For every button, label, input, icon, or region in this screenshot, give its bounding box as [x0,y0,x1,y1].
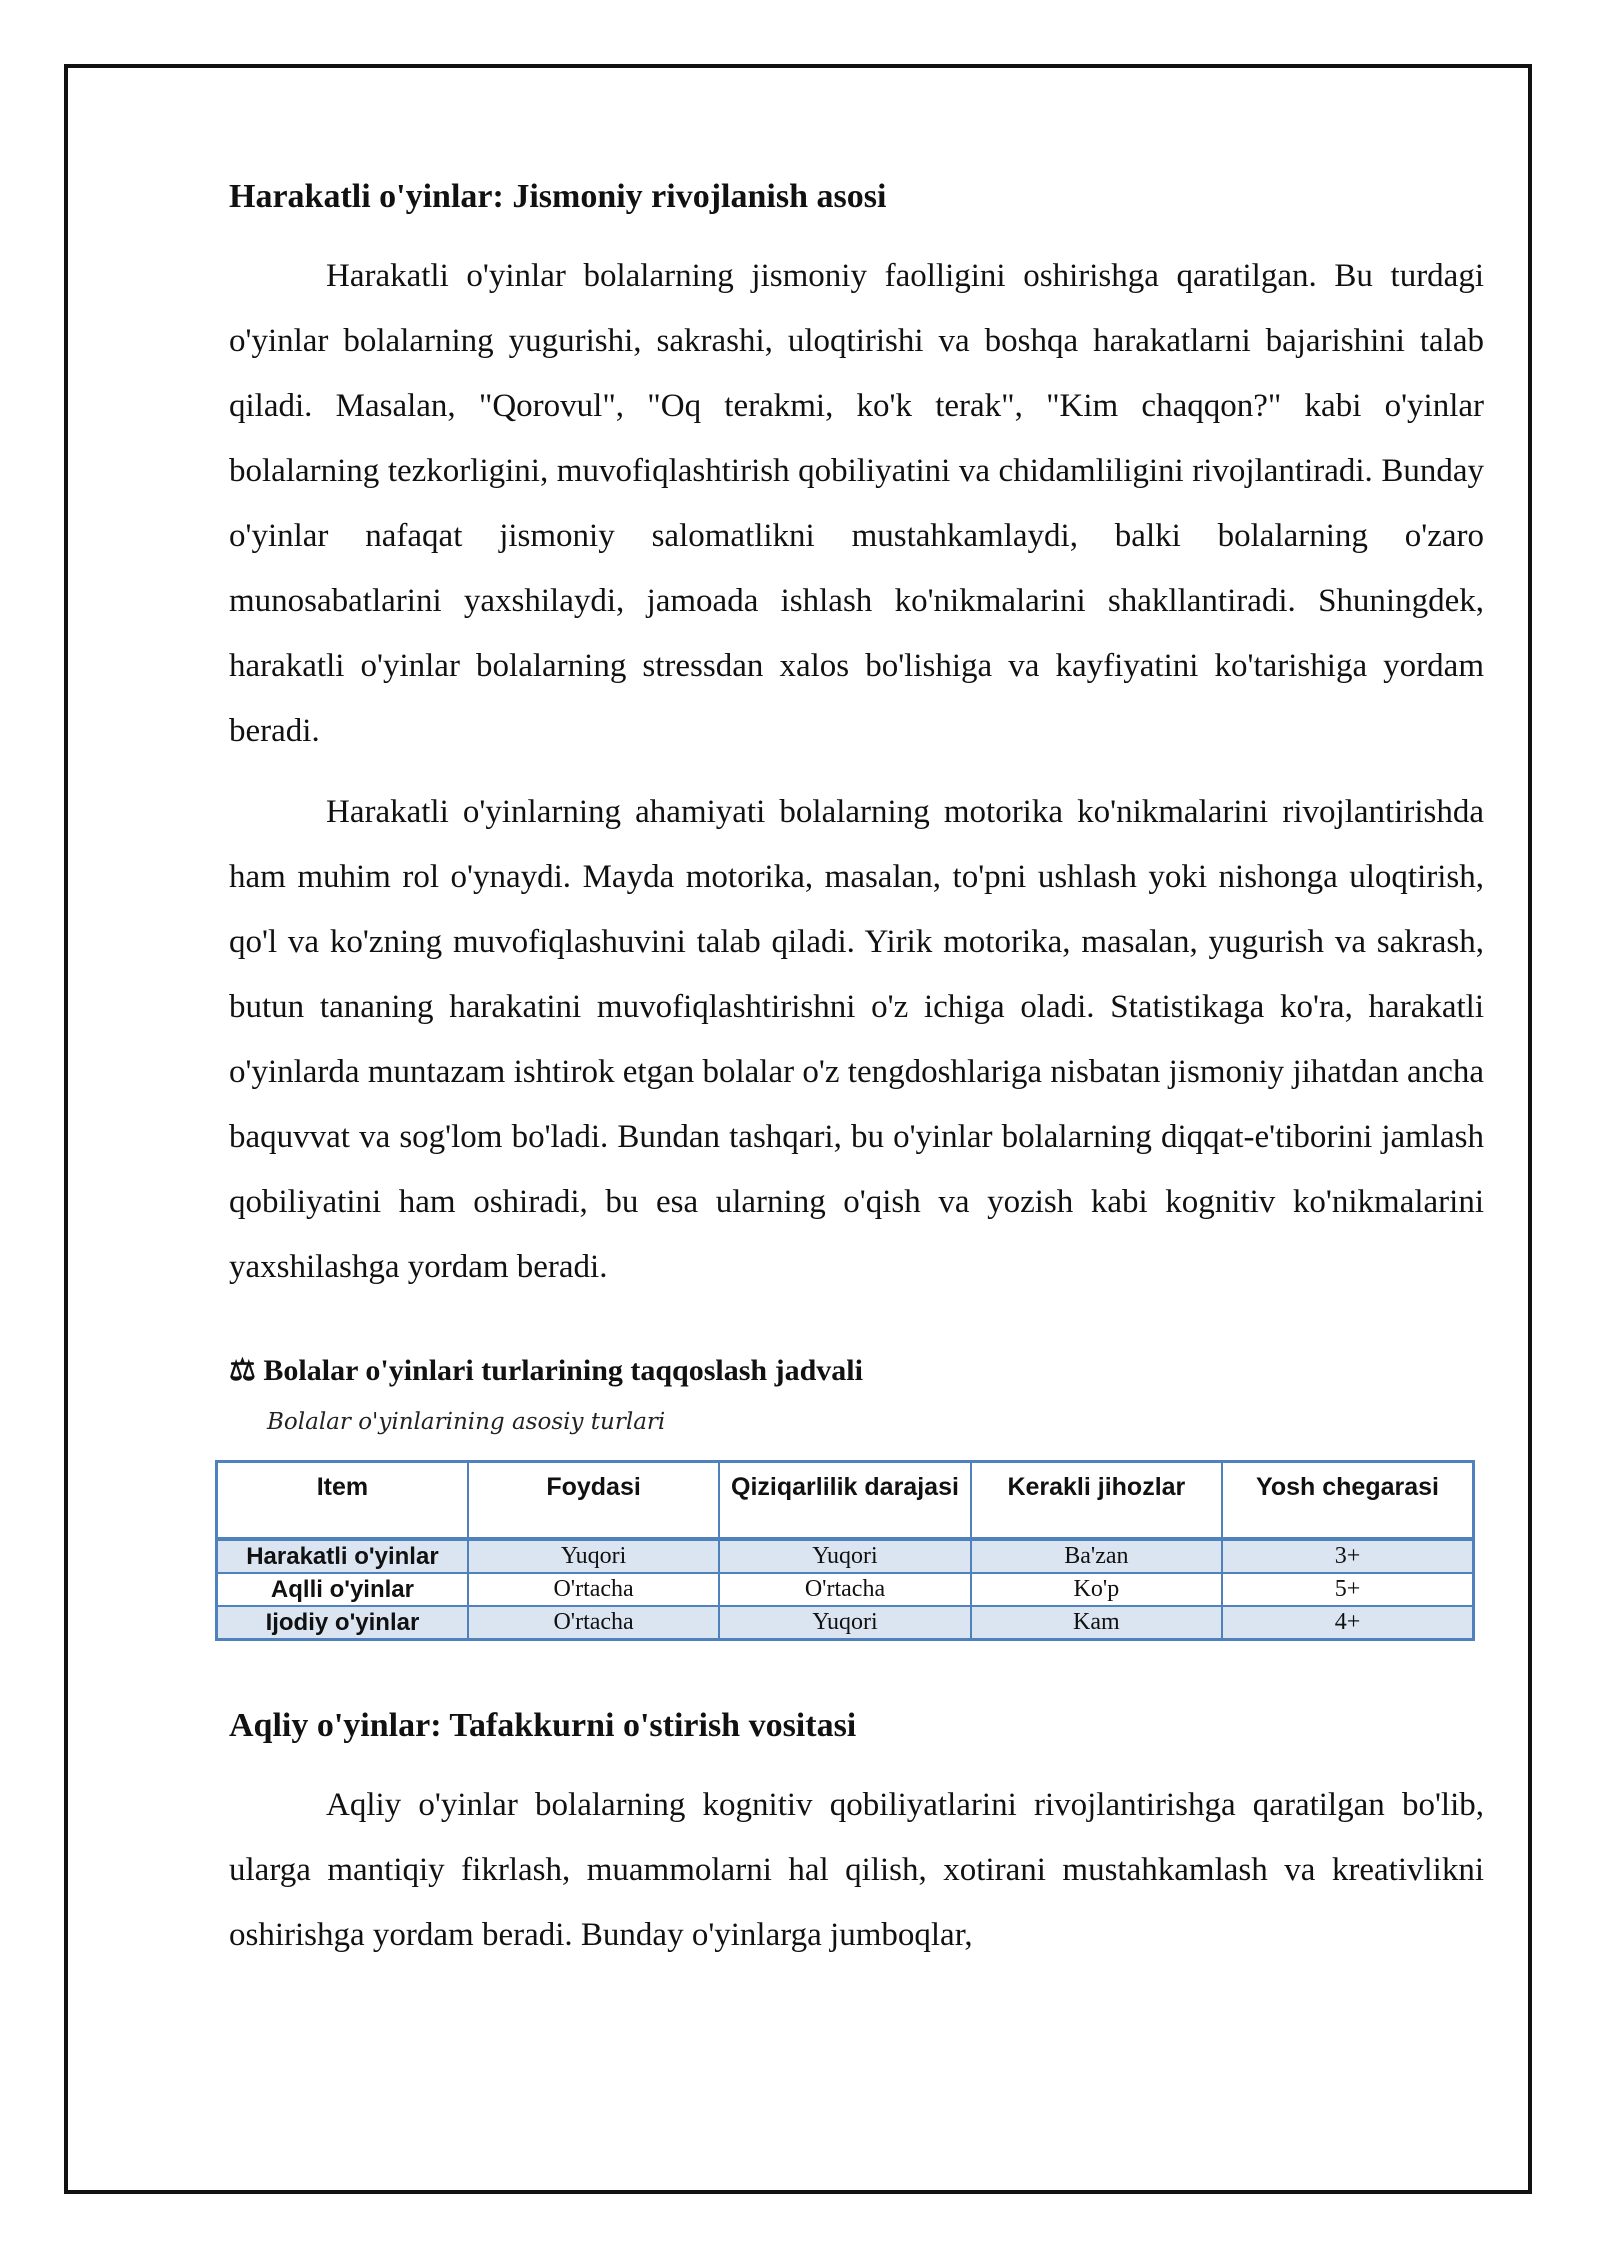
table-title-text: Bolalar o'yinlari turlarining taqqoslash jadvali [263,1354,863,1387]
table-cell: Harakatli o'yinlar [217,1539,468,1573]
table-cell: Ko'p [971,1573,1222,1606]
paragraph-2: Harakatli o'yinlarning ahamiyati bolalarning motorika ko'nikmalarini rivojlantirishda ham muhim rol o'ynaydi. Mayda motorika, masalan, to'pni ushlash yoki nishonga uloqtirish, qo'l va ko'zning muvofiqlashuvini talab qiladi. Yirik motorika, masalan, yugurish va sakrash, butun tananing harakatini muvofiqlashtirishni o'z ichiga oladi. Statistikaga ko'ra, harakatli o'yinlarda muntazam ishtirok etgan bolalar o'z tengdoshlariga nisbatan jismoniy jihatdan ancha baquvvat va sog'lom bo'ladi. Bundan tashqari, bu o'yinlar bolalarning diqqat-e'tiborini jamlash qobiliyatini ham oshiradi, bu esa ularning o'qish va yozish kabi kognitiv ko'nikmalarini yaxshilashga yordam beradi. [229,794,1484,1285]
table-header-row [217,1462,1474,1540]
table-cell: O'rtacha [468,1573,719,1606]
table-cell: Kam [971,1606,1222,1640]
column-header-yosh: Yosh chegarasi [1222,1462,1473,1540]
section-heading-aqliy: Aqliy o'yinlar: Tafakkurni o'stirish vositasi [229,1707,857,1744]
section-heading-harakatli: Harakatli o'yinlar: Jismoniy rivojlanish asosi [229,178,887,215]
column-header-foydasi: Foydasi [468,1462,719,1540]
table-row [217,1573,1474,1606]
table-caption: Bolalar o'yinlarining asosiy turlari [267,1409,666,1435]
table-cell: O'rtacha [468,1606,719,1640]
table-cell: Yuqori [719,1606,970,1640]
paragraph-3: Aqliy o'yinlar bolalarning kognitiv qobiliyatlarini rivojlantirishga qaratilgan bo'lib, ularga mantiqiy fikrlash, muammolarni hal qilish, xotirani mustahkamlash va kreativlikni oshirishga yordam beradi. Bunday o'yinlarga jumboqlar, [229,1787,1484,1953]
table-row [217,1606,1474,1640]
document-body [229,170,1484,1984]
paragraph-1: Harakatli o'yinlar bolalarning jismoniy faolligini oshirishga qaratilgan. Bu turdagi o'yinlar bolalarning yugurishi, sakrashi, uloqtirishi va boshqa harakatlarni bajarishini talab qiladi. Masalan, "Qorovul", "Oq terakmi, ko'k terak", "Kim chaqqon?" kabi o'yinlar bolalarning tezkorligini, muvofiqlashtirish qobiliyatini va chidamliligini rivojlantiradi. Bunday o'yinlar nafaqat jismoniy salomatlikni mustahkamlaydi, balki bolalarning o'zaro munosabatlarini yaxshilaydi, jamoada ishlash ko'nikmalarini shakllantiradi. Shuningdek, harakatli o'yinlar bolalarning stressdan xalos bo'lishiga va kayfiyatini ko'tarishiga yordam beradi. [229,258,1484,749]
table-cell: Ijodiy o'yinlar [217,1606,468,1640]
table-cell: Yuqori [719,1539,970,1573]
table-cell: O'rtacha [719,1573,970,1606]
table-title [229,1346,1484,1396]
table-cell: Aqlli o'yinlar [217,1573,468,1606]
column-header-jihozlar: Kerakli jihozlar [971,1462,1222,1540]
table-cell: Ba'zan [971,1539,1222,1573]
comparison-table [215,1460,1475,1641]
scales-icon: ⚖ [229,1354,256,1387]
table-cell: 5+ [1222,1573,1473,1606]
table-cell: Yuqori [468,1539,719,1573]
table-cell: 4+ [1222,1606,1473,1640]
column-header-item: Item [217,1462,468,1540]
table-cell: 3+ [1222,1539,1473,1573]
table-row [217,1539,1474,1573]
column-header-qiziqarlilik: Qiziqarlilik darajasi [719,1462,970,1540]
